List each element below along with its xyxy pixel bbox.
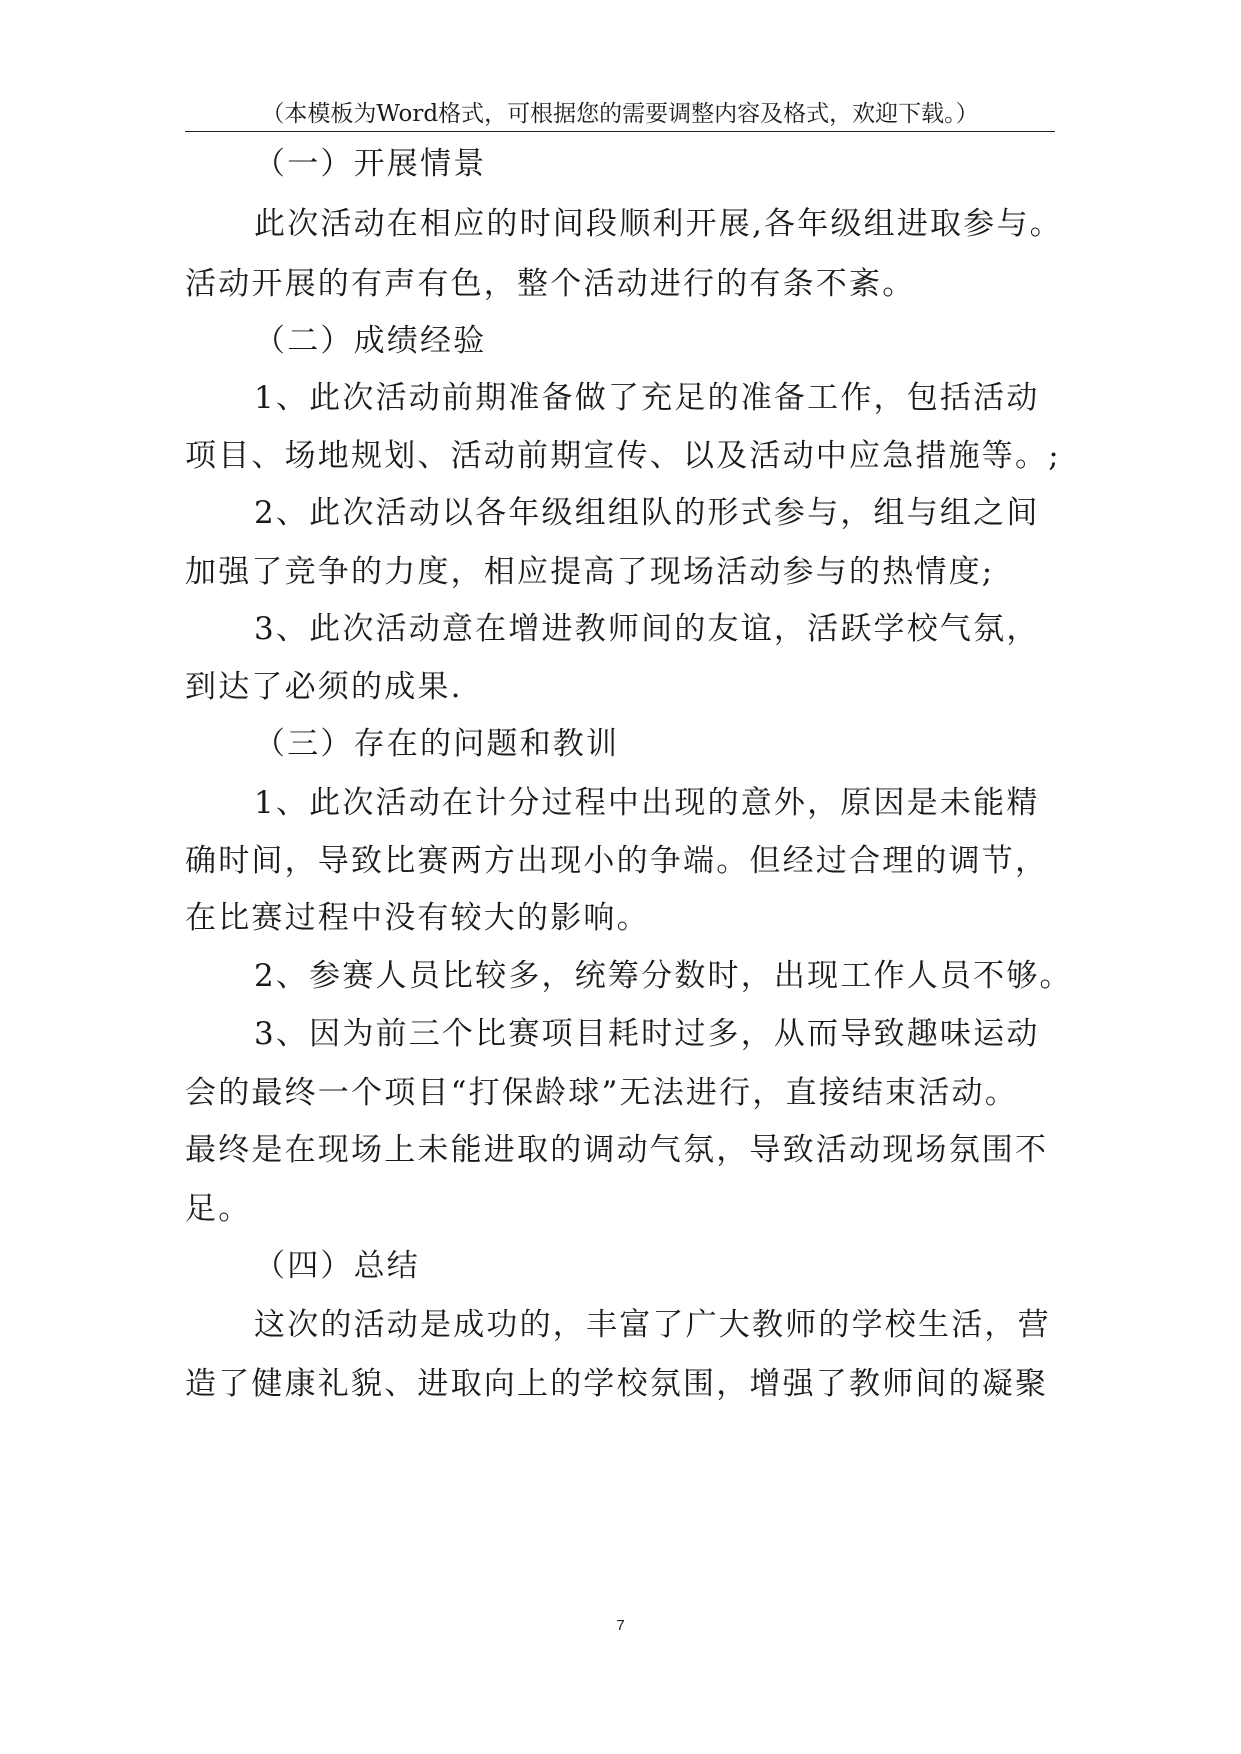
paragraph-line: 3、此次活动意在增进教师间的友谊，活跃学校气氛， xyxy=(254,611,1040,647)
section-heading-2: （二）成绩经验 xyxy=(254,323,487,359)
paragraph-line: 3、因为前三个比赛项目耗时过多，从而导致趣味运动 xyxy=(254,1016,1040,1052)
paragraph-line: 1、此次活动前期准备做了充足的准备工作，包括活动 xyxy=(254,380,1040,416)
paragraph-line: 1、此次活动在计分过程中出现的意外，原因是未能精 xyxy=(254,785,1040,821)
paragraph-line: 确时间，导致比赛两方出现小的争端。但经过合理的调节， xyxy=(185,843,1049,879)
paragraph-line: 在比赛过程中没有较大的影响。 xyxy=(185,900,650,936)
paragraph-line: 加强了竞争的力度，相应提高了现场活动参与的热情度; xyxy=(185,554,995,590)
paragraph-line: 2、此次活动以各年级组组队的形式参与，组与组之间 xyxy=(254,495,1040,531)
paragraph-line: 这次的活动是成功的，丰富了广大教师的学校生活，营 xyxy=(254,1307,1051,1343)
paragraph-line: 此次活动在相应的时间段顺利开展,各年级组进取参与。 xyxy=(254,206,1063,242)
paragraph-line: 足。 xyxy=(185,1191,252,1227)
header-note: （本模板为Word格式，可根据您的需要调整内容及格式，欢迎下载。） xyxy=(261,101,979,127)
paragraph-line: 2、参赛人员比较多，统筹分数时，出现工作人员不够。 xyxy=(254,958,1073,994)
paragraph-line: 造了健康礼貌、进取向上的学校氛围，增强了教师间的凝聚 xyxy=(185,1366,1049,1402)
paragraph-line: 会的最终一个项目“打保龄球”无法进行，直接结束活动。 xyxy=(185,1075,1018,1111)
paragraph-line: 最终是在现场上未能进取的调动气氛，导致活动现场氛围不 xyxy=(185,1132,1049,1168)
section-heading-4: （四）总结 xyxy=(254,1248,420,1284)
paragraph-line: 到达了必须的成果. xyxy=(185,669,463,705)
paragraph-line: 活动开展的有声有色，整个活动进行的有条不紊。 xyxy=(185,266,916,302)
paragraph-line: 项目、场地规划、活动前期宣传、以及活动中应急措施等。; xyxy=(185,438,1061,474)
page-number: 7 xyxy=(616,1617,625,1634)
section-heading-3: （三）存在的问题和教训 xyxy=(254,726,620,762)
section-heading-1: （一）开展情景 xyxy=(254,146,487,182)
